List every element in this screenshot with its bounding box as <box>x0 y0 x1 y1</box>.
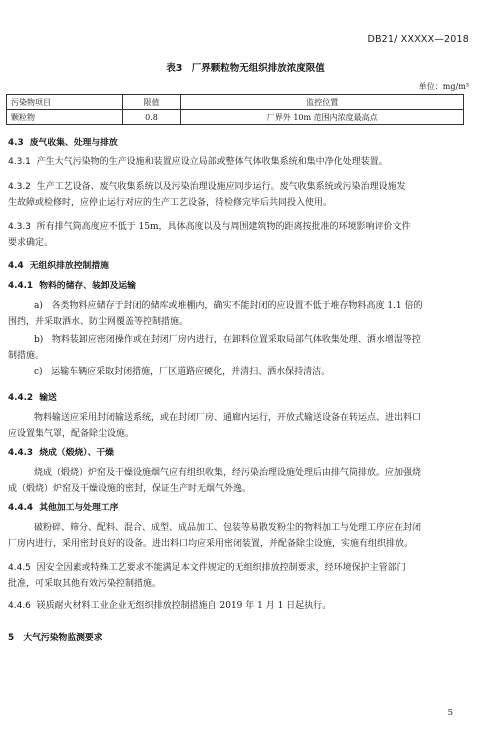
section-number: 4.4 <box>8 261 24 271</box>
clause-number: 4.3.2 <box>8 182 31 192</box>
clause-4-4-2-body <box>8 410 466 442</box>
section-title: 大气污染物监测要求 <box>23 633 103 643</box>
clause-4-4-6 <box>8 598 466 614</box>
clause-4-4-3-body <box>8 465 466 497</box>
clause-text: 批准，可采取其他有效污染控制措施。 <box>8 579 162 589</box>
list-label: a) <box>34 301 43 311</box>
list-item-c <box>8 364 466 380</box>
section-number: 4.3 <box>8 138 24 148</box>
clause-4-3-3 <box>8 219 466 251</box>
section-title: 无组织排放控制措施 <box>29 261 109 271</box>
list-text: 物料装卸应密闭操作或在封闭厂房内进行，在卸料位置采取局部气体收集处理、洒水增湿等控 <box>51 335 421 345</box>
clause-text: 物料输送应采用封闭输送系统，或在封闭厂房、通廊内运行，开放式输送设备在转运点、进出料口 <box>34 413 422 423</box>
clause-4-4-5 <box>8 560 466 592</box>
section-title: 其他加工与处理工序 <box>39 503 119 513</box>
clause-text: 要求确定。 <box>8 238 54 248</box>
column-header: 限值 <box>122 95 181 110</box>
section-heading-4-4-1 <box>8 278 466 294</box>
list-item-b <box>8 332 466 364</box>
list-text: 制措施。 <box>8 351 45 361</box>
list-item-a <box>8 298 466 330</box>
clause-text: 镁质耐火材料工业企业无组织排放控制措施自 2019 年 1 月 1 日起执行。 <box>36 601 332 611</box>
document-code: DB21/ XXXXX—2018 <box>367 34 469 45</box>
clause-text: 因安全因素或特殊工艺要求不能满足本文件规定的无组织排放控制要求，经环境保护主管部门 <box>36 563 406 573</box>
section-number: 4.4.4 <box>8 503 34 513</box>
table-header-row <box>7 95 464 110</box>
clause-text: 所有排气筒高度应不低于 15m，具体高度以及与周围建筑物的距离按批准的环境影响评价文件 <box>36 222 411 232</box>
clause-number: 4.4.6 <box>8 601 31 611</box>
section-heading-4-4 <box>8 258 466 274</box>
column-header: 污染物项目 <box>7 95 123 110</box>
clause-4-3-1 <box>8 154 466 170</box>
clause-text: 产生大气污染物的生产设施和装置应设立局部或整体气体收集系统和集中净化处理装置。 <box>36 157 388 167</box>
table-cell: 厂界外 10m 范围内浓度最高点 <box>181 110 464 125</box>
clause-text: 生产工艺设备、废气收集系统以及污染治理设施应同步运行。废气收集系统或污染治理设施发 <box>36 182 406 192</box>
section-number: 4.4.2 <box>8 393 34 403</box>
clause-number: 4.4.5 <box>8 563 31 573</box>
section-title: 烧成（煅烧）、干燥 <box>39 448 114 458</box>
clause-text: 厂房内进行，采用密封良好的设备。进出料口均应采用密闭装置，并配备除尘设施，实施有组织排放。 <box>8 539 414 549</box>
clause-text: 破粉碎、筛分、配料、混合、成型、成品加工、包装等易散发粉尘的物料加工与处理工序应在封闭 <box>34 523 422 533</box>
clause-number: 4.3.3 <box>8 222 31 232</box>
section-heading-5 <box>8 630 466 646</box>
section-title: 物料的储存、装卸及运输 <box>39 281 136 291</box>
clause-text: 应设置集气罩，配备除尘设施。 <box>8 429 135 439</box>
list-label: b) <box>34 335 44 345</box>
section-heading-4-4-3 <box>8 445 466 461</box>
table-caption: 表3 厂界颗粒物无组织排放浓度限值 <box>166 63 325 74</box>
section-title: 输送 <box>39 393 57 403</box>
clause-number: 4.3.1 <box>8 157 31 167</box>
emission-limit-table <box>6 94 464 125</box>
table-cell: 颗粒物 <box>7 110 123 125</box>
section-number: 4.4.3 <box>8 448 34 458</box>
clause-text: 生故障或检修时，应停止运行对应的生产工艺设备，待检修完毕后共同投入使用。 <box>8 198 333 208</box>
table-cell: 0.8 <box>122 110 181 125</box>
table-unit: 单位：mg/m³ <box>418 82 469 91</box>
list-label: c) <box>34 367 43 377</box>
clause-4-4-4-body <box>8 520 466 552</box>
list-text: 围挡，并采取洒水、防尘网覆盖等控制措施。 <box>8 317 189 327</box>
section-number: 4.4.1 <box>8 281 34 291</box>
section-heading-4-4-4 <box>8 500 466 516</box>
section-heading-4-3 <box>8 135 466 151</box>
section-heading-4-4-2 <box>8 390 466 406</box>
section-title: 废气收集、处理与排放 <box>29 138 118 148</box>
table-row <box>7 110 464 125</box>
column-header: 监控位置 <box>181 95 464 110</box>
clause-text: 成（煅烧）炉窑及干燥设施的密封，保证生产时无烟气外逸。 <box>8 484 252 494</box>
clause-4-3-2 <box>8 179 466 211</box>
list-text: 运输车辆应采取封闭措施，厂区道路应硬化，并清扫、洒水保持清洁。 <box>51 367 331 377</box>
page-number: 5 <box>447 708 453 718</box>
list-text: 各类物料应储存于封闭的储库或堆棚内，确实不能封闭的应设置不低于堆存物料高度 1.1 倍的 <box>51 301 423 311</box>
clause-text: 烧成（煅烧）炉窑及干燥设施烟气应有组织收集，经污染治理设施处理后由排气筒排放。应加强烧 <box>34 468 422 478</box>
section-number: 5 <box>8 633 15 643</box>
